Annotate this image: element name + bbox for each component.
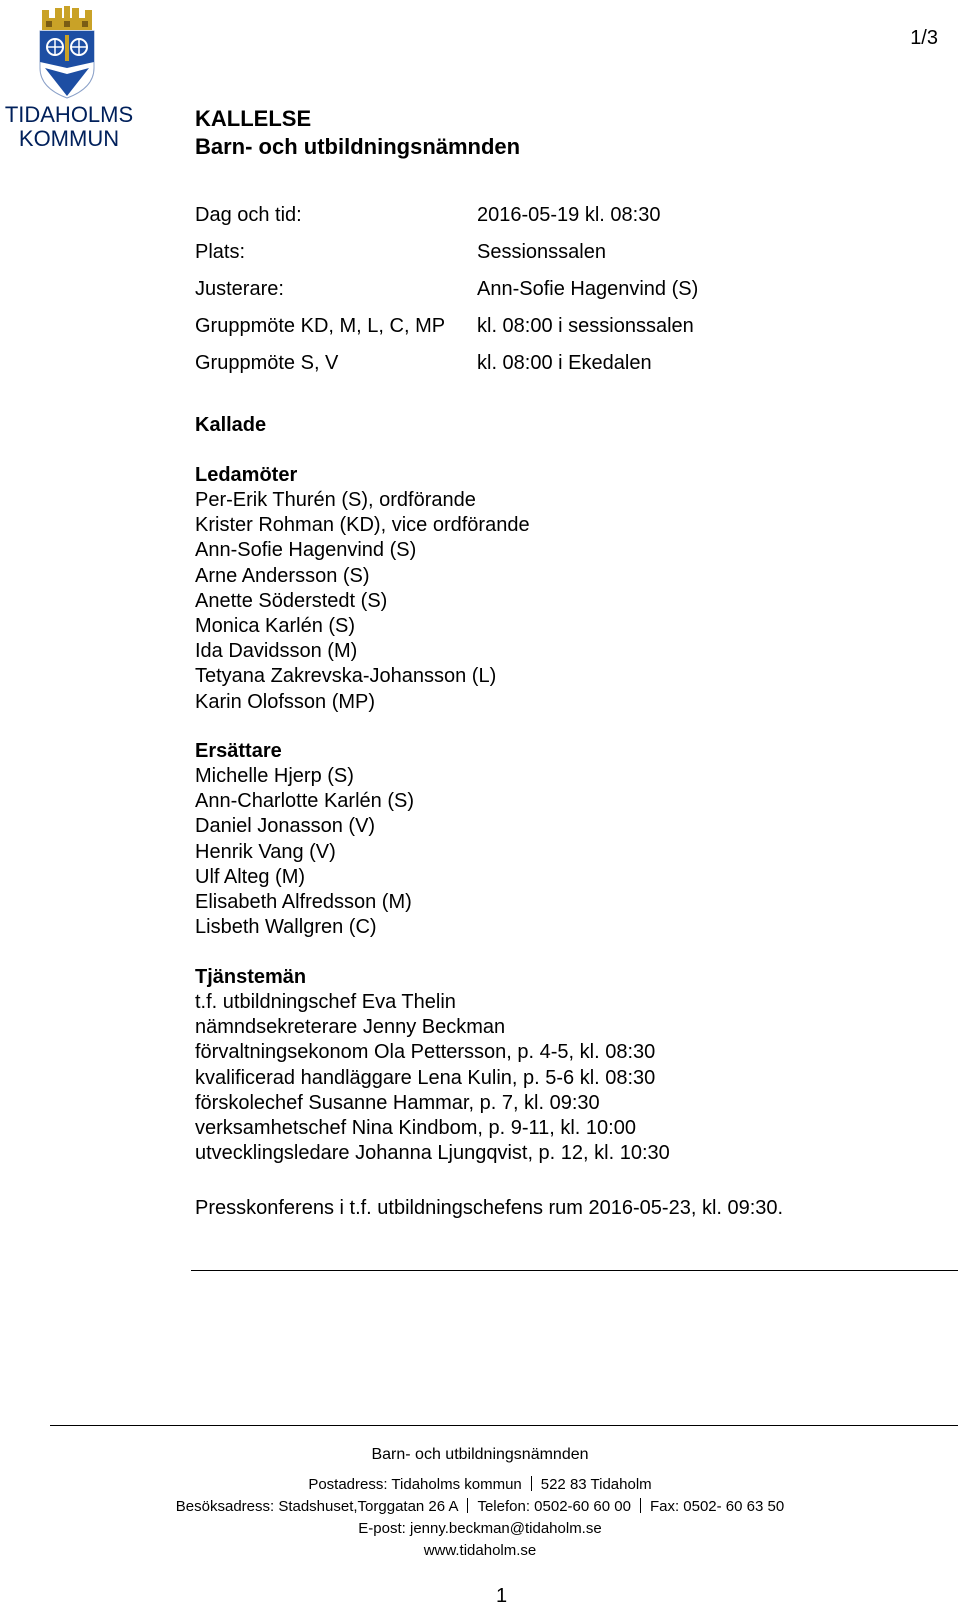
list-item: Ulf Alteg (M) xyxy=(195,865,306,888)
list-item: verksamhetschef Nina Kindbom, p. 9-11, kl. 10:00 xyxy=(195,1116,636,1139)
list-item: Michelle Hjerp (S) xyxy=(195,765,354,787)
meeting-value: kl. 08:00 i Ekedalen xyxy=(477,352,652,374)
list-item: Ann-Sofie Hagenvind (S) xyxy=(195,539,417,562)
meeting-label: Dag och tid: xyxy=(195,204,302,226)
page-indicator: 1/3 xyxy=(910,27,938,49)
list-item: Krister Rohman (KD), vice ordförande xyxy=(195,514,530,537)
meeting-label: Plats: xyxy=(195,241,246,263)
logo-line-2: KOMMUN xyxy=(18,126,120,151)
list-item: Arne Andersson (S) xyxy=(195,564,370,587)
footer-separator xyxy=(467,1498,468,1513)
list-item: Daniel Jonasson (V) xyxy=(195,815,376,838)
list-item: nämndsekreterare Jenny Beckman xyxy=(195,1016,506,1039)
tjansteman-list xyxy=(195,990,670,1166)
meeting-value: 2016-05-19 kl. 08:30 xyxy=(477,204,661,226)
divider xyxy=(191,1270,958,1271)
list-item: utvecklingsledare Johanna Ljungqvist, p. 12, kl. 10:30 xyxy=(195,1142,670,1165)
section-heading-ersattare: Ersättare xyxy=(195,740,282,762)
list-item: Tetyana Zakrevska-Johansson (L) xyxy=(195,665,497,688)
footer-postal: Postadress: Tidaholms kommun xyxy=(308,1476,522,1493)
footer-separator xyxy=(531,1476,532,1491)
document-title: KALLELSE xyxy=(195,106,312,131)
meeting-value: kl. 08:00 i sessionssalen xyxy=(477,315,694,337)
footer-visit-address: Besöksadress: Stadshuset,Torggatan 26 A xyxy=(175,1498,459,1515)
ledamoter-list xyxy=(195,488,530,715)
list-item: Ann-Charlotte Karlén (S) xyxy=(195,790,414,813)
shield-icon xyxy=(40,31,94,98)
meeting-label: Gruppmöte S, V xyxy=(195,352,339,374)
footer-separator xyxy=(640,1498,641,1513)
footer-divider xyxy=(50,1425,958,1426)
footer-page-number: 1 xyxy=(495,1585,508,1607)
footer-email[interactable]: E-post: jenny.beckman@tidaholm.se xyxy=(358,1520,602,1537)
list-item: Monica Karlén (S) xyxy=(195,614,356,637)
press-conference-note: Presskonferens i t.f. utbildningschefens rum 2016-05-23, kl. 09:30. xyxy=(195,1197,784,1219)
footer-fax: Fax: 0502- 60 63 50 xyxy=(649,1498,785,1515)
meeting-label: Justerare: xyxy=(195,278,284,300)
footer-postal-code: 522 83 Tidaholm xyxy=(540,1476,652,1493)
section-heading-tjansteman: Tjänstemän xyxy=(195,966,307,988)
footer-org: Barn- och utbildningsnämnden xyxy=(371,1446,589,1463)
section-heading-ledamoter: Ledamöter xyxy=(195,464,298,486)
section-heading-kallade: Kallade xyxy=(195,414,267,436)
list-item: Lisbeth Wallgren (C) xyxy=(195,916,377,939)
ersattare-list xyxy=(195,764,414,940)
list-item: Henrik Vang (V) xyxy=(195,840,336,863)
list-item: Ida Davidsson (M) xyxy=(195,640,358,663)
logo-line-1: TIDAHOLMS xyxy=(4,102,134,127)
list-item: t.f. utbildningschef Eva Thelin xyxy=(195,991,456,1013)
municipality-logo-text xyxy=(0,103,138,151)
list-item: kvalificerad handläggare Lena Kulin, p. 5-6 kl. 08:30 xyxy=(195,1066,656,1089)
list-item: förskolechef Susanne Hammar, p. 7, kl. 09:30 xyxy=(195,1091,600,1114)
meeting-label: Gruppmöte KD, M, L, C, MP xyxy=(195,315,446,337)
meeting-value: Sessionssalen xyxy=(477,241,606,263)
list-item: Per-Erik Thurén (S), ordförande xyxy=(195,489,476,511)
footer-contact-line xyxy=(0,1498,960,1516)
list-item: förvaltningsekonom Ola Pettersson, p. 4-5, kl. 08:30 xyxy=(195,1041,656,1064)
document-subtitle: Barn- och utbildningsnämnden xyxy=(195,134,521,159)
crown-icon xyxy=(42,6,92,30)
footer-website[interactable]: www.tidaholm.se xyxy=(423,1542,537,1559)
list-item: Elisabeth Alfredsson (M) xyxy=(195,890,412,913)
tidaholm-coat-of-arms xyxy=(36,6,98,100)
footer-phone: Telefon: 0502-60 60 00 xyxy=(477,1498,631,1515)
list-item: Anette Söderstedt (S) xyxy=(195,589,388,612)
meeting-value: Ann-Sofie Hagenvind (S) xyxy=(477,278,699,300)
footer-postal-line xyxy=(0,1476,960,1494)
list-item: Karin Olofsson (MP) xyxy=(195,690,376,713)
